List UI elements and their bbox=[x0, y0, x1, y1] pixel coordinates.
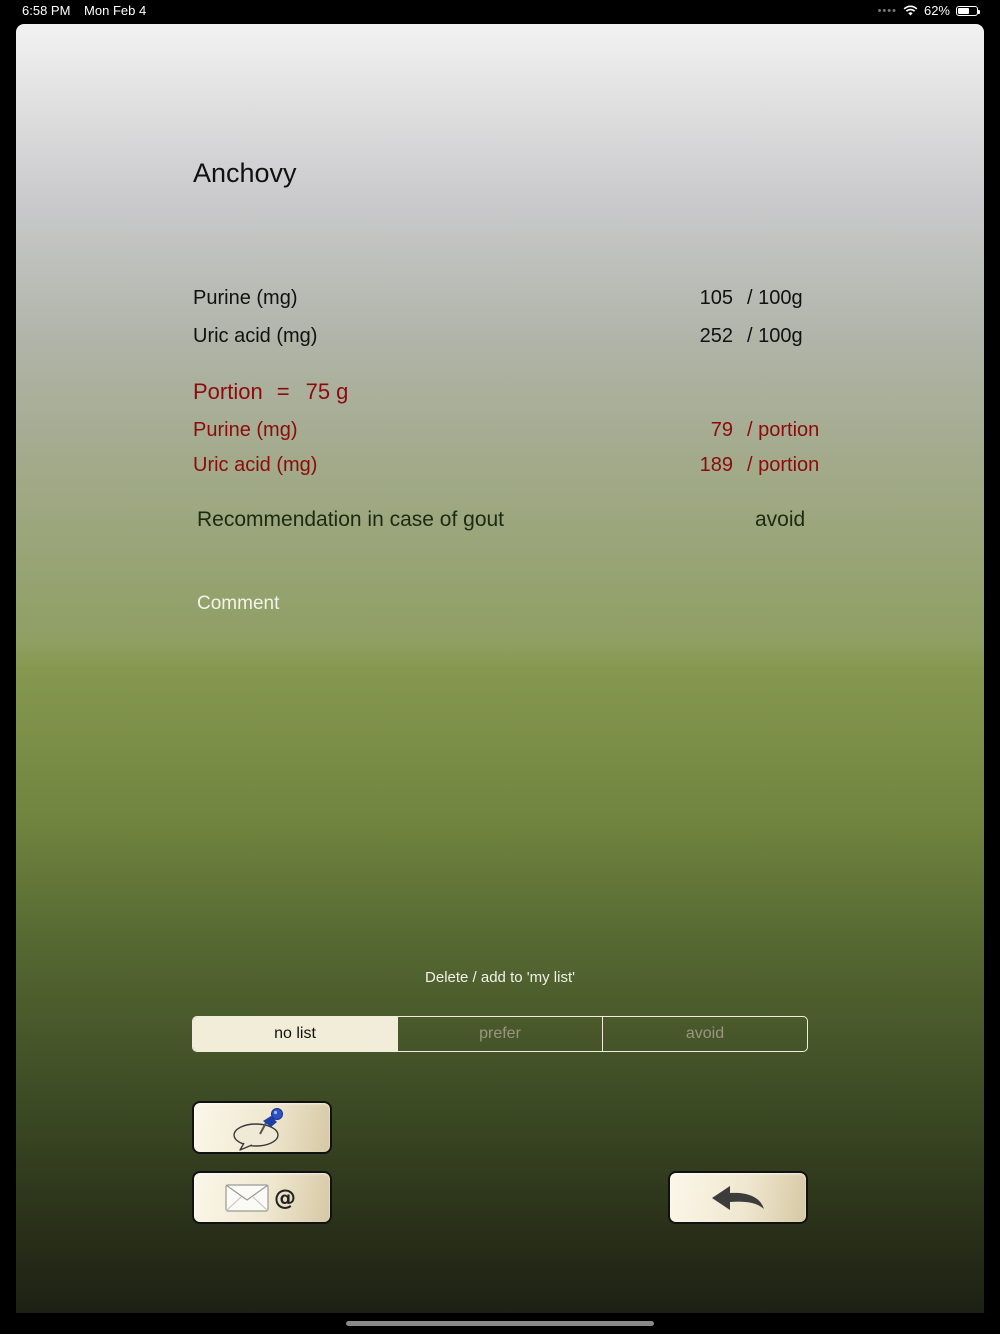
pin-note-button[interactable] bbox=[192, 1101, 332, 1154]
recommendation-value: avoid bbox=[755, 508, 806, 531]
segment-prefer[interactable]: prefer bbox=[397, 1017, 602, 1051]
row-label: Purine (mg) bbox=[193, 287, 298, 309]
status-date: Mon Feb 4 bbox=[84, 3, 147, 18]
battery-percent: 62% bbox=[923, 3, 950, 18]
wifi-icon bbox=[903, 5, 918, 16]
pushpin-speech-icon bbox=[230, 1105, 294, 1151]
row-value: 252 bbox=[699, 325, 733, 347]
my-list-segmented-control[interactable] bbox=[192, 1016, 808, 1052]
portion-label: Portion bbox=[193, 379, 263, 404]
row-label: Purine (mg) bbox=[193, 419, 298, 441]
purine-per-portion-row bbox=[193, 419, 833, 449]
food-title: Anchovy bbox=[193, 158, 297, 188]
signal-dots-icon: •••• bbox=[877, 4, 897, 17]
detail-screen bbox=[16, 24, 984, 1313]
row-value: 105 bbox=[699, 287, 733, 309]
portion-equals: = bbox=[276, 379, 290, 404]
battery-icon bbox=[956, 6, 978, 16]
back-button[interactable] bbox=[668, 1171, 808, 1224]
row-unit: / 100g bbox=[747, 325, 803, 347]
comment-label: Comment bbox=[197, 593, 280, 614]
status-time: 6:58 PM bbox=[22, 3, 71, 18]
purine-per-100g-row bbox=[193, 287, 833, 317]
row-unit: / portion bbox=[747, 419, 820, 441]
status-bar bbox=[0, 0, 1000, 24]
envelope-at-icon bbox=[222, 1181, 302, 1215]
row-unit: / 100g bbox=[747, 287, 803, 309]
back-arrow-icon bbox=[708, 1183, 768, 1213]
email-button[interactable] bbox=[192, 1171, 332, 1224]
row-label: Uric acid (mg) bbox=[193, 325, 318, 347]
row-value: 79 bbox=[710, 419, 733, 441]
uric-acid-per-100g-row bbox=[193, 325, 833, 355]
uric-acid-per-portion-row bbox=[193, 454, 833, 484]
recommendation-label: Recommendation in case of gout bbox=[197, 508, 505, 531]
row-unit: / portion bbox=[747, 454, 820, 476]
segment-avoid[interactable]: avoid bbox=[602, 1017, 807, 1051]
portion-size[interactable] bbox=[193, 379, 348, 405]
segment-no-list[interactable]: no list bbox=[193, 1017, 397, 1051]
my-list-label: Delete / add to 'my list' bbox=[425, 969, 575, 986]
battery-fill bbox=[958, 8, 969, 14]
svg-text:@: @ bbox=[274, 1185, 296, 1211]
portion-value: 75 g bbox=[305, 379, 349, 404]
row-value: 189 bbox=[699, 454, 733, 476]
row-label: Uric acid (mg) bbox=[193, 454, 318, 476]
home-indicator[interactable] bbox=[346, 1321, 654, 1326]
